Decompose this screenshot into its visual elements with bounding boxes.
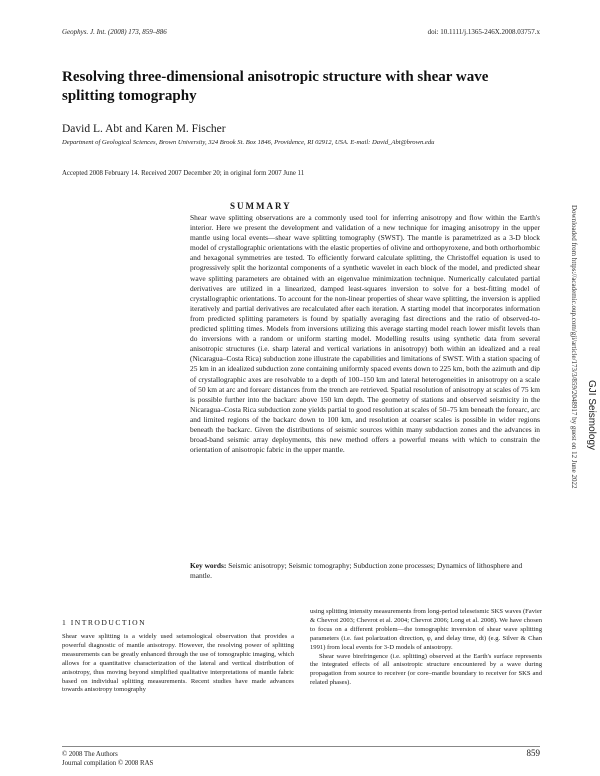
- compilation-line: Journal compilation © 2008 RAS: [62, 760, 154, 767]
- page-number: 859: [526, 748, 540, 758]
- keywords-text: Seismic anisotropy; Seismic tomography; Subduction zone processes; Dynamics of lithosphere and mantle.: [190, 561, 523, 581]
- keywords: [190, 561, 540, 581]
- gji-seismology-logo: GJI Seismology: [586, 380, 597, 451]
- footer-copyright: [62, 750, 153, 768]
- footer-divider: [62, 746, 540, 747]
- copyright-line: © 2008 The Authors: [62, 751, 118, 758]
- intro-right-column: [310, 608, 542, 688]
- download-notice: Downloaded from https://academic.oup.com/gji/article/173/3/859/2048917 by guest on 12 June 2022: [570, 205, 578, 489]
- section-heading-introduction: 1 INTRODUCTION: [62, 618, 147, 627]
- keywords-label: Key words:: [190, 561, 227, 570]
- intro-right-paragraph-1: using splitting intensity measurements from long-period teleseismic SKS waves (Favier & Chevrot 2003; Chevrot et al. 2004; Chevrot 2006; Long et al. 2008). We have chosen to focus on a different problem—the tomographic inversion of shear wave splitting parameters (i.e. fast polarization direction, φ, and delay time, dt) (e.g. Silver & Chan 1991) from local events for 3-D models of anisotropy.: [310, 608, 542, 651]
- intro-left-column: Shear wave splitting is a widely used seismological observation that provides a powerful diagnostic of mantle anisotropy. However, the resolving power of splitting measurements can be greatly enhanced through the use of tomographic imaging, which allows for a quantitative characterization of the lateral and vertical distribution of anisotropy, thus moving beyond simplified qualitative interpretations of mantle fabric based on individual splitting measurements. Recent studies have made advances towards anisotropy tomography: [62, 633, 294, 694]
- accepted-dates: Accepted 2008 February 14. Received 2007 December 20; in original form 2007 June 11: [62, 170, 305, 177]
- affiliation: Department of Geological Sciences, Brown University, 324 Brook St. Box 1846, Providence, RI 02912, USA. E-mail: David_Abt@brown.edu: [62, 139, 435, 146]
- paper-title: Resolving three-dimensional anisotropic structure with shear wave splitting tomography: [62, 69, 489, 104]
- summary-heading: SUMMARY: [230, 201, 292, 211]
- abstract-text: Shear wave splitting observations are a commonly used tool for inferring anisotropy and flow within the Earth's interior. Here we present the development and validation of a new technique for imaging anisotropy in the upper mantle using local events—shear wave splitting tomography (SWST). The mantle is parametrized as a 3-D block model of crystallographic orientations with the elastic properties of olivine and orthopyroxene, and both orthorhombic and hexagonal symmetries are tested. To efficiently forward calculate splitting, the Christoffel equation is used to progressively split the horizontal components of a synthetic wavelet in each block of the model, and predicted shear wave splitting parameters are obtained with an eigenvalue minimization technique. Numerically calculated partial derivatives are utilized in a linearized, damped least-squares inversion to solve for a best-fitting model of crystallographic orientations. To account for the non-linear properties of shear wave splitting, the inversion is applied iteratively and partial derivatives are recalculated after each iteration. A starting model that incorporates information from predicted splitting parameters is found by spatially averaging fast directions and the ratio of observed-to-predicted splitting times. Models from inversions utilizing this average starting model reach lower misfit levels than do inversions with a random or uniform starting model. Modelling results using synthetic data from several anisotropic structures (i.e. sharp lateral and vertical variations in anisotropy) both within an idealized and a real (Nicaragua–Costa Rica) subduction zone illustrate the capabilities and limitations of SWST. With a station spacing of 25 km in an idealized subduction zone containing uniformly spaced events down to 225 km, both the azimuth and dip of crystallographic axes are resolvable to a depth of 100–150 km and lateral heterogeneities in anisotropy on a scale of 50 km at arc and forearc distances from the trench are retrieved. Spatial resolution of anisotropy at scales of 75 km is possible further into the backarc above 150 km depth. The geometry of stations and observed seismicity in the Nicaragua–Costa Rica subduction zone yields partial to good resolution at scales of 50–75 km beneath the forearc, arc and limited regions of the backarc down to 100 km, and resolution at coarser scales is possible in wider regions beneath the backarc. Given the distributions of seismic sources within many subduction zones and the advances in broad-band seismic array deployments, this new method offers a powerful means with which to constrain the orientation of anisotropic fabric in the upper mantle.: [190, 213, 540, 455]
- doi[interactable]: doi: 10.1111/j.1365-246X.2008.03757.x: [427, 28, 540, 36]
- intro-right-paragraph-2: Shear wave birefringence (i.e. splitting) observed at the Earth's surface represents the integrated effects of all anisotropic structure encountered by a wave during propagation from source to receiver (or core–mantle boundary to receiver for SKS and related phases).: [310, 652, 542, 687]
- authors: David L. Abt and Karen M. Fischer: [62, 123, 226, 135]
- journal-reference: Geophys. J. Int. (2008) 173, 859–886: [62, 28, 167, 36]
